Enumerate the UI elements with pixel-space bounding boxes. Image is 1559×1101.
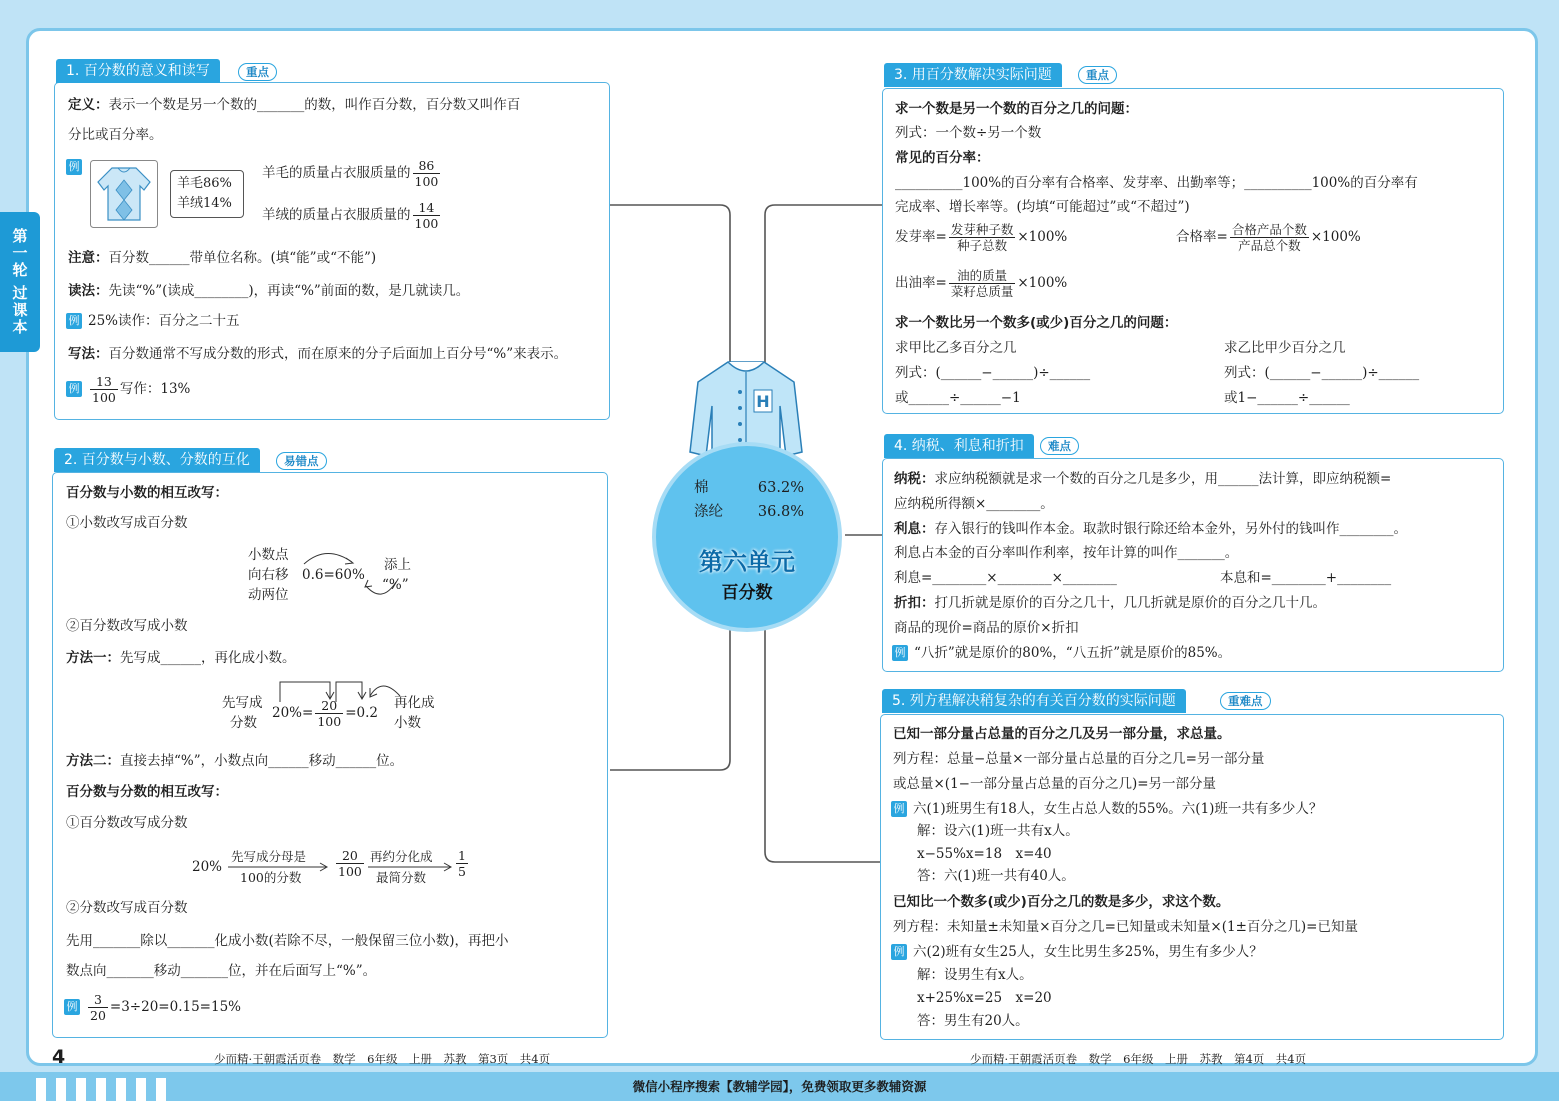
s5-equation-3: 列方程：未知量±未知量×百分之几=已知量或未知量×(1±百分之几)=已知量 [893,919,1358,935]
section-2-tag: 易错点 [276,452,327,470]
bottom-notice: 微信小程序搜索【教辅学园】，免费领取更多教辅资源 [632,1079,927,1094]
fraction-example: 例 $\frac{3}{20}$ =3÷20=0.15=15% [64,992,241,1023]
case-less-formula-1: 列式：(______−______)÷______ [1224,365,1420,381]
d2-right-1: 再化成 [394,695,435,711]
d3-percent: 20% [192,859,223,875]
wool-fraction-line: 羊毛的质量占衣服质量的 $\frac{86}{100}$ [262,158,439,189]
d3-arrow1-top: 先写成分母是 [231,849,307,864]
s3-heading-2: 常见的百分率： [895,150,990,166]
fraction-convert-arrows [270,676,410,706]
d3-arrow1-bottom: 100的分数 [240,870,302,885]
tax-line-2: 应纳税所得额×________。 [894,496,1054,512]
discount-example: 例 “八折”就是原价的80%，“八五折”就是原价的85%。 [892,644,1231,662]
section-5-title: 5. 列方程解决稍复杂的有关百分数的实际问题 [882,689,1186,713]
tax-line-1: 纳税：求应纳税额就是求一个数的百分之几是多少，用______法计算，即应纳税额= [894,471,1392,487]
d2-right-2: 小数 [394,715,421,731]
reading-example: 例 25%读作：百分之二十五 [66,312,240,330]
note-line: 注意：百分数______带单位名称。(填“能”或“不能”) [68,250,377,266]
s5-heading-2: 已知比一个数多(或少)百分之几的数是多少，求这个数。 [893,894,1230,910]
percent-to-fraction-item: ①百分数改写成分数 [66,815,188,831]
s5-heading-1: 已知一部分量占总量的百分之几及另一部分量，求总量。 [893,726,1231,742]
interest-formula: 利息=________×________×________ [894,570,1117,586]
interest-line-1: 利息：存入银行的钱叫作本金。取款时银行除还给本金外，另外付的钱叫作________。 [894,521,1407,537]
pass-rate: 合格率= $\frac{\text{合格产品个数}}{\text{产品总个数}}$ ×100% [1176,222,1361,253]
s3-formula-1: 列式：一个数÷另一个数 [895,125,1042,141]
d1-left-2: 向右移 [248,567,289,583]
section-2-title: 2. 百分数与小数、分数的互化 [54,448,260,472]
d3-arrow2-top: 再约分化成 [370,849,433,864]
method-one: 方法一：先写成______，再化成小数。 [66,650,296,666]
fabric-table: 棉 63.2% 涤纶 36.8% [694,480,804,520]
rate-line-1: __________100%的百分率有合格率、发芽率、出勤率等；__________100%的百分率有 [895,175,1418,191]
svg-text:H: H [756,392,770,411]
percent-to-decimal-item: ②百分数改写成小数 [66,618,188,634]
decimal-heading: 百分数与小数的相互改写： [66,485,228,501]
section-4-title: 4. 纳税、利息和折扣 [884,434,1034,458]
d1-left-3: 动两位 [248,587,289,603]
section-5-tag: 重难点 [1220,692,1271,710]
side-tab: 第 一 轮 过 课 本 [0,212,40,352]
s5-equation-2: 或总量×(1−一部分量占总量的百分之几)=另一部分量 [893,776,1217,792]
d1-right-1: 添上 [384,557,411,573]
section-4-tag: 难点 [1040,437,1079,455]
d3-fraction-2: $\frac{1}{5}$ [458,848,466,879]
s3-heading-1: 求一个数是另一个数的百分之几的问题： [895,101,1138,117]
writing-line: 写法：百分数通常不写成分数的形式，而在原来的分子后面加上百分号“%”来表示。 [68,346,568,362]
s5-example-2-step-2: x+25%x=25 x=20 [917,990,1052,1006]
d2-left-2: 分数 [230,715,257,731]
center-circle [652,442,842,632]
unit-title: 第六单元 [699,548,795,576]
decimal-shift-arrows [296,544,406,600]
d3-arrow2-bottom: 最简分数 [376,870,427,885]
oil-rate: 出油率= $\frac{\text{油的质量}}{\text{菜籽总质量}}$ ×100% [895,268,1068,299]
case-less: 求乙比甲少百分之几 [1224,340,1346,356]
s5-example-1-step-2: x−55%x=18 x=40 [917,846,1052,862]
footer-left: 少而精·王朝霞活页卷 数学 6年级 上册 苏教 第3页 共4页 [214,1052,551,1066]
example-badge: 例 [66,158,88,176]
chapter-title: 百分数 [721,583,773,603]
writing-example: 例 $\frac{13}{100}$ 写作：13% [66,374,190,405]
d1-left-1: 小数点 [248,547,289,563]
reading-line: 读法：先读“%”(读成________)，再读“%”前面的数，是几就读几。 [68,283,470,299]
cashmere-fraction-line: 羊绒的质量占衣服质量的 $\frac{14}{100}$ [262,200,439,231]
d2-left-1: 先写成 [222,695,263,711]
section-1-tag: 重点 [238,63,277,81]
method-two: 方法二：直接去掉“%”，小数点向______移动______位。 [66,753,404,769]
footer-right: 少而精·王朝霞活页卷 数学 6年级 上册 苏教 第4页 共4页 [970,1052,1307,1066]
definition-line-1: 定义：表示一个数是另一个数的_______的数，叫作百分数，百分数又叫作百 [68,97,521,113]
definition-line-2: 分比或百分率。 [68,127,163,143]
s5-equation-1: 列方程：总量−总量×一部分量占总量的百分之几=另一部分量 [893,751,1265,767]
sweater-icon [90,160,158,228]
s5-example-1-step-3: 答：六(1)班一共有40人。 [917,868,1075,884]
section-4-box [882,458,1504,672]
discount-line-2: 商品的现价=商品的原价×折扣 [894,620,1079,636]
d1-equation: 0.6=60% [302,567,365,583]
principal-interest-formula: 本息和=________+________ [1220,570,1392,586]
page-number: 4 [52,1046,66,1068]
fraction-to-percent-item: ②分数改写成百分数 [66,900,188,916]
d3-fraction-1: $\frac{20}{100}$ [338,848,362,879]
rate-line-2: 完成率、增长率等。(均填“可能超过”或“不超过”) [895,199,1190,215]
decimal-to-percent-item: ①小数改写成百分数 [66,515,188,531]
section-1-title: 1. 百分数的意义和读写 [56,59,220,83]
case-more-formula-2: 或______÷______−1 [895,390,1021,406]
germination-rate: 发芽率= $\frac{\text{发芽种子数}}{\text{种子总数}}$ ×100% [895,222,1068,253]
s5-example-1-step-1: 解：设六(1)班一共有x人。 [917,823,1079,839]
fraction-method-line-2: 数点向_______移动_______位，并在后面写上“%”。 [66,963,377,979]
section-3-title: 3. 用百分数解决实际问题 [884,63,1062,87]
fraction-heading: 百分数与分数的相互改写： [66,784,228,800]
s5-example-2-step-1: 解：设男生有x人。 [917,967,1033,983]
s5-example-1: 例 六(1)班男生有18人，女生占总人数的55%。六(1)班一共有多少人？ [891,800,1322,818]
s5-example-2: 例 六(2)班有女生25人，女生比男生多25%，男生有多少人？ [891,943,1263,961]
case-less-formula-2: 或1−______÷______ [1224,390,1350,406]
simplify-arrows [228,862,458,872]
case-more: 求甲比乙多百分之几 [895,340,1017,356]
d1-right-2: “%” [382,577,409,593]
section-3-tag: 重点 [1078,66,1117,84]
s5-example-2-step-3: 答：男生有20人。 [917,1013,1029,1029]
interest-line-2: 利息占本金的百分率叫作利率，按年计算的叫作_______。 [894,545,1239,561]
discount-line-1: 折扣：打几折就是原价的百分之几十，几几折就是原价的百分之几十几。 [894,595,1326,611]
material-box: 羊毛86% 羊绒14% [170,170,244,218]
case-more-formula-1: 列式：(______−______)÷______ [895,365,1091,381]
d2-equation: 20%= $\frac{20}{100}$ =0.2 [272,698,378,729]
s3-heading-3: 求一个数比另一个数多(或少)百分之几的问题： [895,315,1178,331]
fraction-method-line-1: 先用_______除以_______化成小数(若除不尽，一般保留三位小数)，再把小 [66,933,509,949]
